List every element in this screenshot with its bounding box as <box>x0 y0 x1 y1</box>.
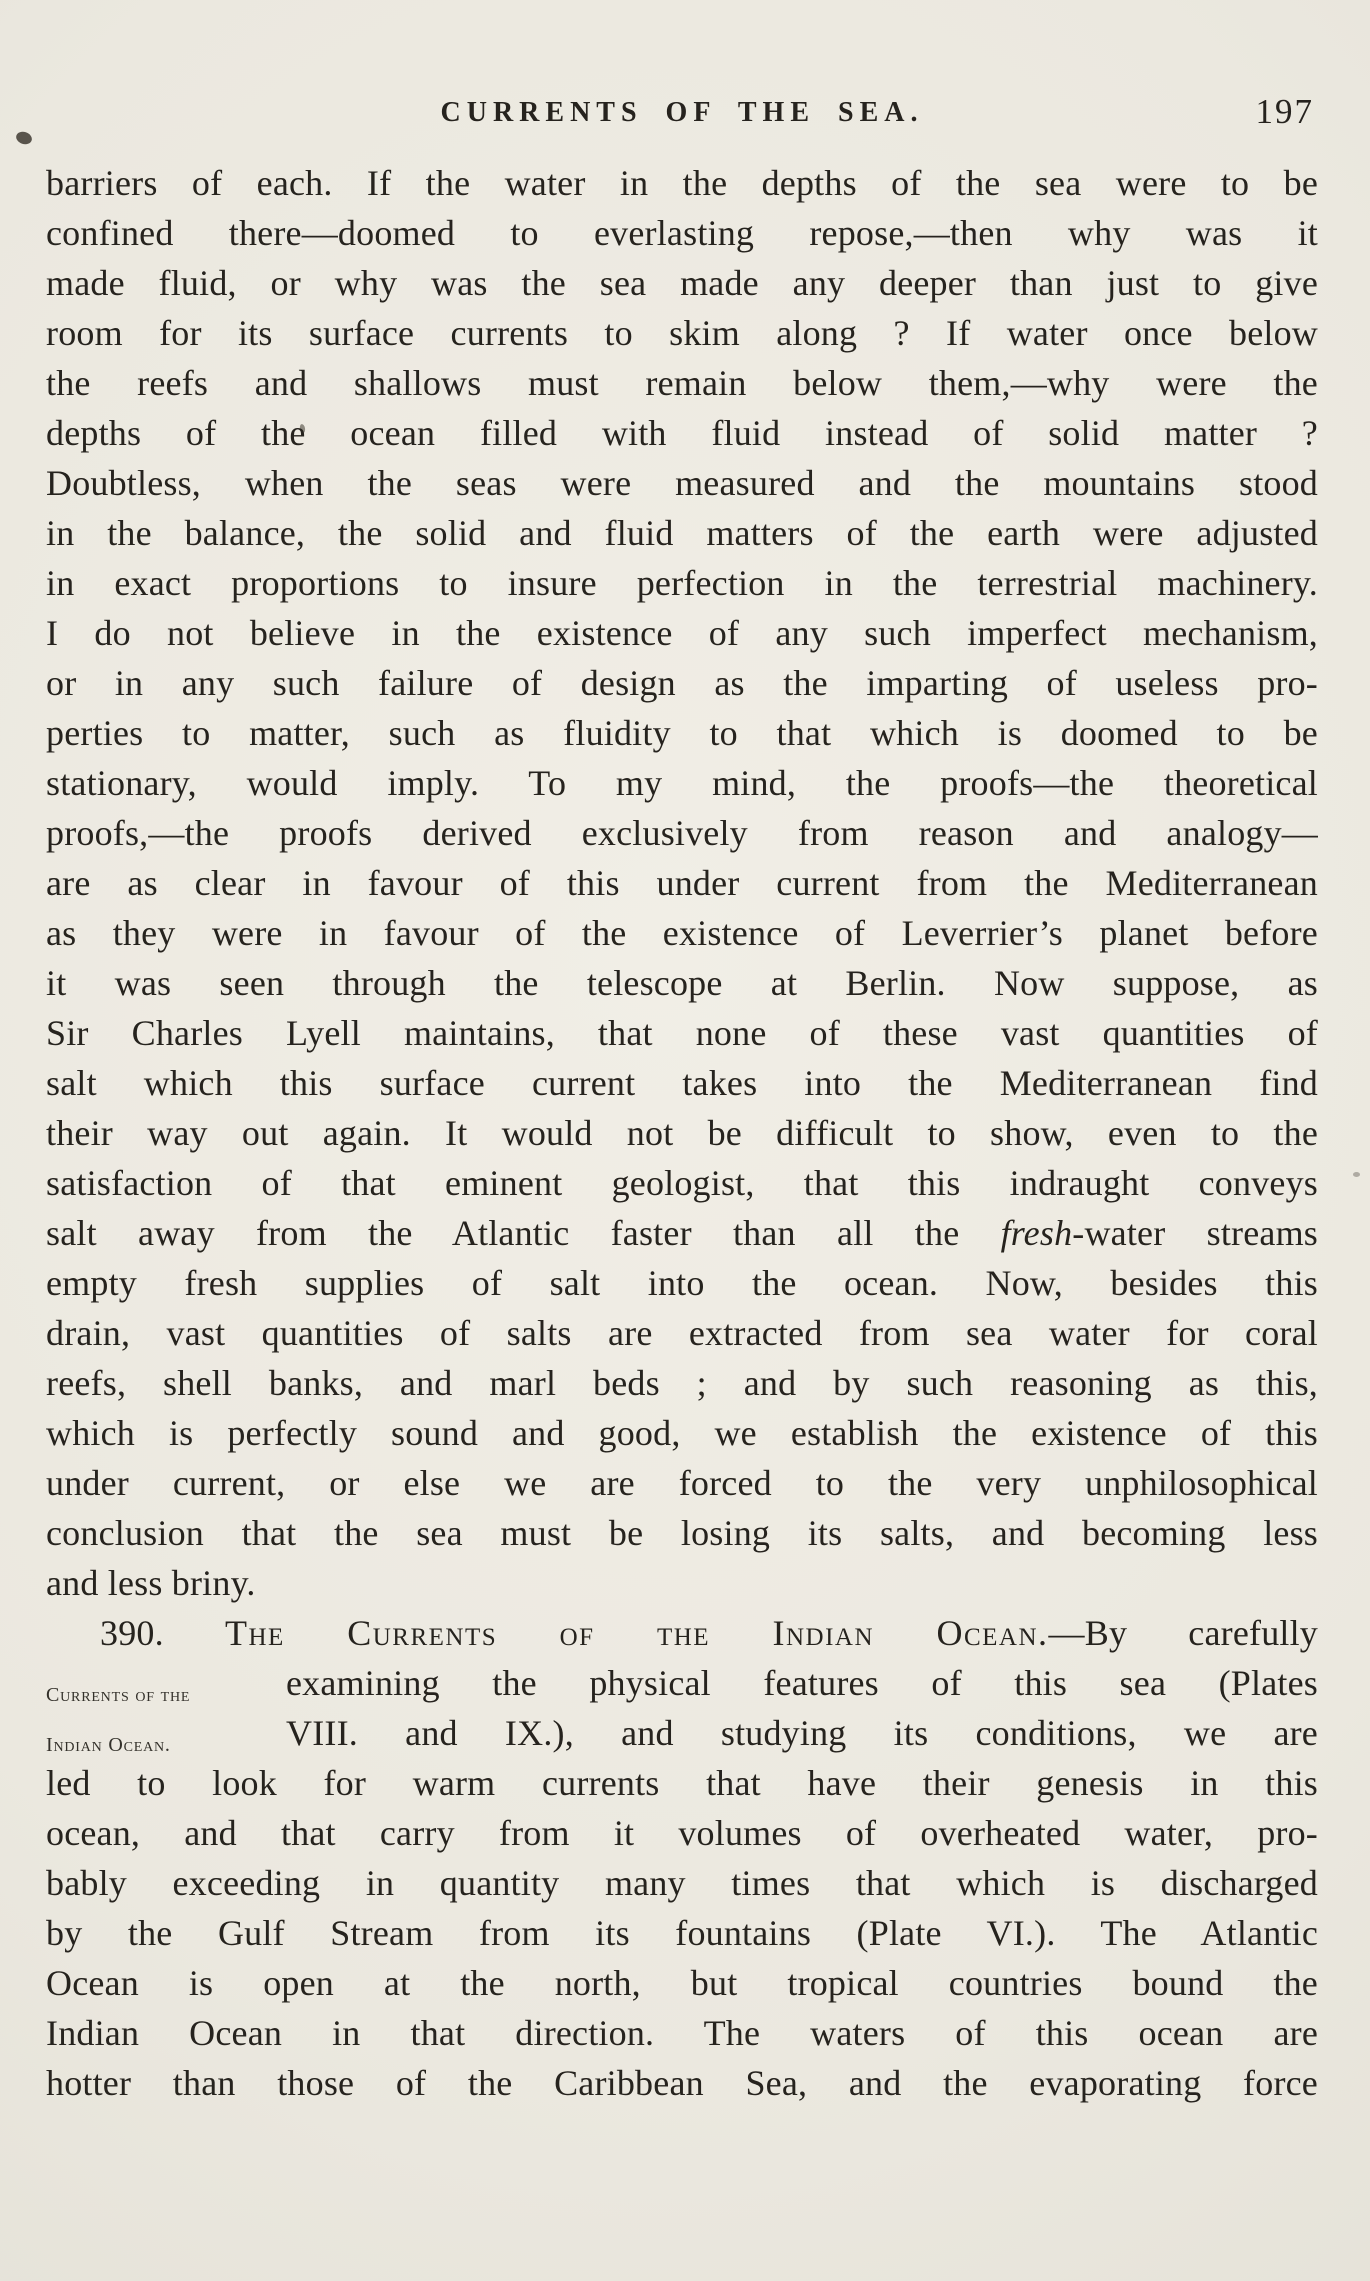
section-390-first-line <box>46 1608 1318 1658</box>
text-line: are as clear in favour of this under current from the Mediterranean <box>46 863 1318 903</box>
text-line: salt which this surface current takes into the Mediterranean find <box>46 1063 1318 1103</box>
text-line: Indian Ocean. <box>46 1734 171 1756</box>
text-line: empty fresh supplies of salt into the ocean. Now, besides this <box>46 1263 1318 1303</box>
beside-sidenote-text <box>286 1658 1318 1758</box>
text-line: VIII. and IX.), and studying its conditions, we are <box>286 1713 1318 1753</box>
text-line: as they were in favour of the existence of Leverrier’s planet before <box>46 913 1318 953</box>
text-line: Doubtless, when the seas were measured and the mountains stood <box>46 463 1318 503</box>
text-line: bably exceeding in quantity many times that which is discharged <box>46 1863 1318 1903</box>
text-line: stationary, would imply. To my mind, the proofs—the theoretical <box>46 763 1318 803</box>
text-line: confined there—doomed to everlasting repose,—then why was it <box>46 213 1318 253</box>
text-line: barriers of each. If the water in the depths of the sea were to be <box>46 163 1318 203</box>
text-line: made fluid, or why was the sea made any deeper than just to give <box>46 263 1318 303</box>
sidenote-row <box>46 1658 1318 1758</box>
running-title: CURRENTS OF THE SEA. <box>440 97 924 128</box>
opening-paragraph <box>46 158 1318 1608</box>
text-line: their way out again. It would not be difficult to show, even to the <box>46 1113 1318 1153</box>
text-line: in the balance, the solid and fluid matters of the earth were adjusted <box>46 513 1318 553</box>
text-line: the reefs and shallows must remain below them,—why were the <box>46 363 1318 403</box>
text-line: satisfaction of that eminent geologist, that this indraught conveys <box>46 1163 1318 1203</box>
section-heading: The Currents of the Indian Ocean. <box>224 1613 1049 1653</box>
section-continuation <box>46 1758 1318 2108</box>
text-line: I do not believe in the existence of any such imperfect mechanism, <box>46 613 1318 653</box>
text-line: ocean, and that carry from it volumes of overheated water, pro- <box>46 1813 1318 1853</box>
text-line: by the Gulf Stream from its fountains (Plate VI.). The Atlantic <box>46 1913 1318 1953</box>
text-line: Currents of the <box>46 1684 191 1706</box>
sidenote <box>46 1670 272 1770</box>
text-line: hotter than those of the Caribbean Sea, and the evaporating force <box>46 2063 1318 2103</box>
text-line: Ocean is open at the north, but tropical countries bound the <box>46 1963 1318 2003</box>
text-line: depths of the ocean filled with fluid instead of solid matter ? <box>46 413 1318 453</box>
text-line: Sir Charles Lyell maintains, that none of these vast quantities of <box>46 1013 1318 1053</box>
ink-speck <box>15 130 34 146</box>
text-line: salt away from the Atlantic faster than all the fresh-water streams <box>46 1213 1319 1253</box>
text-line: which is perfectly sound and good, we establish the existence of this <box>46 1413 1318 1453</box>
text-line: examining the physical features of this sea (Plates <box>286 1663 1318 1703</box>
text-line: or in any such failure of design as the imparting of useless pro- <box>46 663 1318 703</box>
page-body <box>46 158 1318 2108</box>
text-line: perties to matter, such as fluidity to that which is doomed to be <box>46 713 1318 753</box>
text-line: drain, vast quantities of salts are extracted from sea water for coral <box>46 1313 1318 1353</box>
section-number: 390. <box>100 1613 164 1653</box>
page-number: 197 <box>1255 92 1314 131</box>
section-heading-continuation: —By carefully <box>1048 1613 1318 1653</box>
text-line: under current, or else we are forced to the very unphilosophical <box>46 1463 1318 1503</box>
text-line: reefs, shell banks, and marl beds ; and by such reasoning as this, <box>46 1363 1318 1403</box>
text-line: room for its surface currents to skim along ? If water once below <box>46 313 1318 353</box>
section-390 <box>46 1608 1318 2108</box>
text-line: it was seen through the telescope at Berlin. Now suppose, as <box>46 963 1318 1003</box>
text-line: in exact proportions to insure perfection in the terrestrial machinery. <box>46 563 1318 603</box>
text-line: Indian Ocean in that direction. The waters of this ocean are <box>46 2013 1318 2053</box>
text-line: conclusion that the sea must be losing its salts, and becoming less <box>46 1513 1318 1553</box>
ink-speck <box>1353 1172 1360 1177</box>
text-line: led to look for warm currents that have their genesis in this <box>46 1763 1318 1803</box>
page-header <box>46 92 1318 138</box>
text-line: and less briny. <box>46 1563 256 1603</box>
text-line: proofs,—the proofs derived exclusively from reason and analogy— <box>46 813 1318 853</box>
